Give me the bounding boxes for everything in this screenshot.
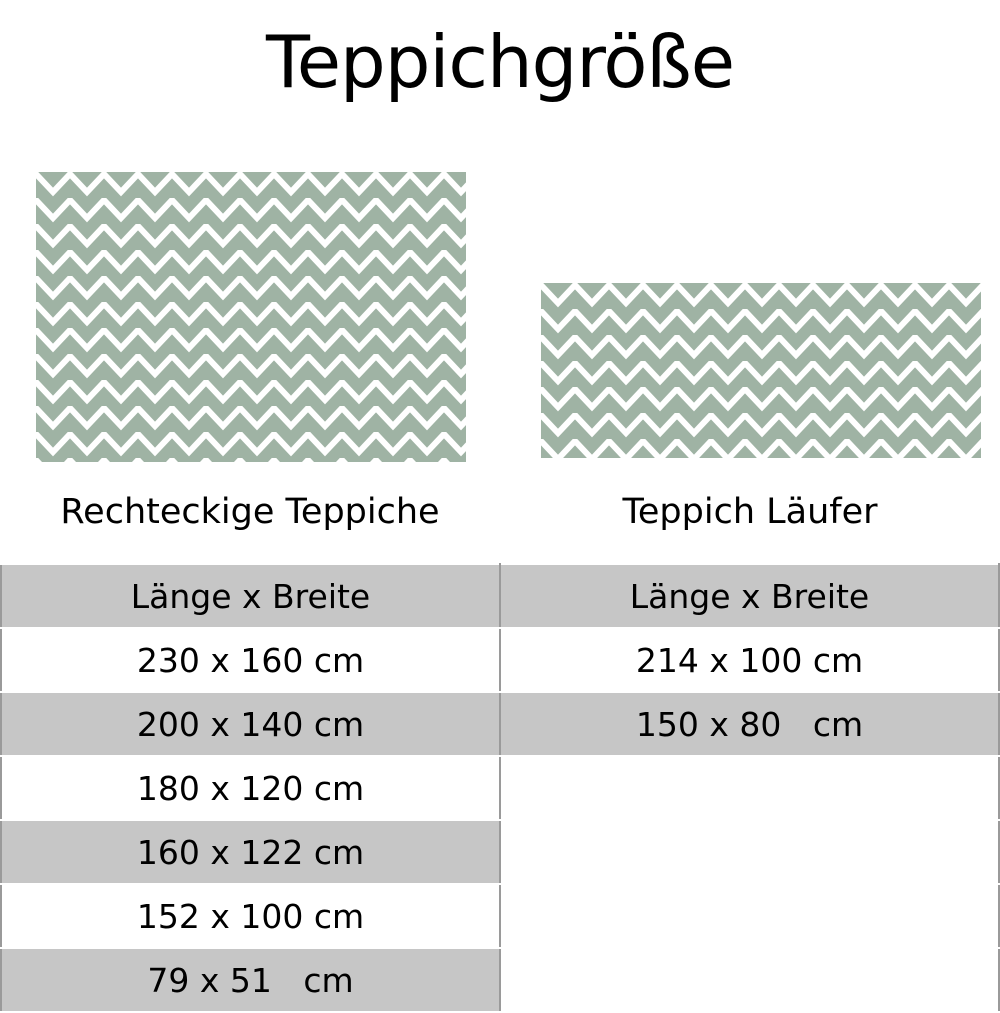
size-cell-runner: 150 x 80 cm — [500, 692, 999, 756]
runner-rug-caption: Teppich Läufer — [622, 492, 878, 532]
size-cell-runner-empty — [500, 820, 999, 884]
table-row — [1, 692, 999, 756]
header-cell-runner: Länge x Breite — [500, 564, 999, 628]
table-row — [1, 756, 999, 820]
size-cell-rect: 160 x 122 cm — [1, 820, 500, 884]
size-cell-runner-empty — [500, 948, 999, 1012]
size-cell-rect: 200 x 140 cm — [1, 692, 500, 756]
rectangular-rug-swatch — [36, 172, 466, 462]
size-table — [0, 563, 1000, 1013]
table-row — [1, 628, 999, 692]
size-cell-rect: 230 x 160 cm — [1, 628, 500, 692]
table-row — [1, 820, 999, 884]
size-cell-runner: 214 x 100 cm — [500, 628, 999, 692]
rectangular-rug-caption: Rechteckige Teppiche — [60, 492, 440, 532]
size-cell-rect: 180 x 120 cm — [1, 756, 500, 820]
header-cell-rect: Länge x Breite — [1, 564, 500, 628]
chevron-pattern-icon — [541, 283, 981, 458]
table-row — [1, 948, 999, 1012]
page-title: Teppichgröße — [265, 20, 735, 104]
runner-rug-swatch — [541, 283, 981, 458]
table-row — [1, 884, 999, 948]
size-cell-runner-empty — [500, 884, 999, 948]
size-cell-runner-empty — [500, 756, 999, 820]
size-cell-rect: 79 x 51 cm — [1, 948, 500, 1012]
table-header-row — [1, 564, 999, 628]
chevron-pattern-icon — [36, 172, 466, 462]
size-cell-rect: 152 x 100 cm — [1, 884, 500, 948]
